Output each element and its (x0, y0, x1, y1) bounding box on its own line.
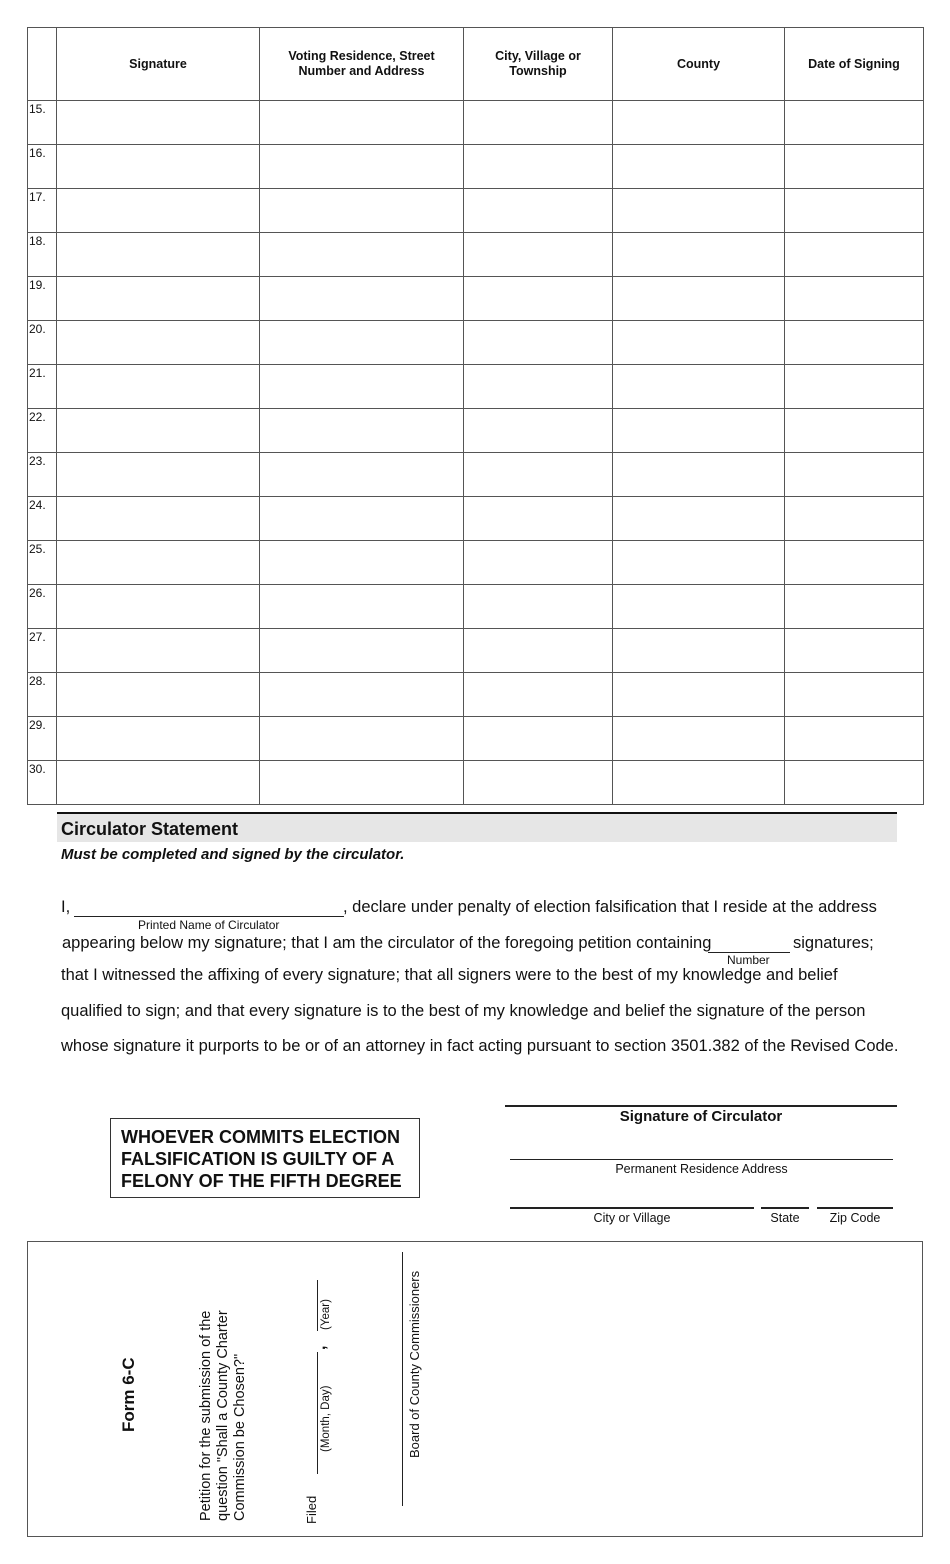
row-number: 23. (28, 453, 57, 497)
residence-cell[interactable] (260, 541, 464, 585)
row-number: 16. (28, 145, 57, 189)
residence-cell[interactable] (260, 453, 464, 497)
city-label: City or Village (593, 1211, 671, 1225)
signature-label: Signature of Circulator (619, 1108, 783, 1125)
date-cell[interactable] (785, 101, 924, 145)
county-cell[interactable] (613, 101, 785, 145)
city-cell[interactable] (464, 277, 613, 321)
header-date: Date of Signing (785, 28, 924, 101)
county-cell[interactable] (613, 277, 785, 321)
table-row (28, 101, 924, 145)
header-voting-residence: Voting Residence, Street Number and Address (260, 28, 464, 101)
row-number: 18. (28, 233, 57, 277)
row-number: 15. (28, 101, 57, 145)
row-number: 27. (28, 629, 57, 673)
statement-line2-suffix: signatures; (793, 934, 874, 952)
row-number: 29. (28, 717, 57, 761)
date-cell[interactable] (785, 717, 924, 761)
statement-line4: qualified to sign; and that every signature is to the best of my knowledge and belief the signature of the person (61, 1002, 866, 1020)
signature-line[interactable] (505, 1105, 897, 1107)
row-number: 22. (28, 409, 57, 453)
circulator-heading: Circulator Statement (57, 812, 897, 842)
residence-cell[interactable] (260, 717, 464, 761)
signature-cell[interactable] (57, 101, 260, 145)
circulator-subheading: Must be completed and signed by the circulator. (61, 846, 405, 863)
date-cell[interactable] (785, 629, 924, 673)
county-cell[interactable] (613, 189, 785, 233)
signature-cell[interactable] (57, 629, 260, 673)
table-row (28, 629, 924, 673)
table-row (28, 673, 924, 717)
table-row (28, 365, 924, 409)
residence-cell[interactable] (260, 585, 464, 629)
table-row (28, 585, 924, 629)
residence-cell[interactable] (260, 673, 464, 717)
city-cell[interactable] (464, 585, 613, 629)
county-cell[interactable] (613, 453, 785, 497)
residence-cell[interactable] (260, 189, 464, 233)
signature-cell[interactable] (57, 189, 260, 233)
table-row (28, 717, 924, 761)
warning-line: WHOEVER COMMITS ELECTION (121, 1127, 400, 1147)
date-cell[interactable] (785, 541, 924, 585)
petition-line: question "Shall a County Charter (215, 1310, 231, 1521)
signature-cell[interactable] (57, 365, 260, 409)
city-cell[interactable] (464, 409, 613, 453)
zip-label: Zip Code (829, 1211, 881, 1225)
row-number: 26. (28, 585, 57, 629)
date-cell[interactable] (785, 453, 924, 497)
city-cell[interactable] (464, 233, 613, 277)
date-cell[interactable] (785, 585, 924, 629)
residence-cell[interactable] (260, 277, 464, 321)
signature-cell[interactable] (57, 277, 260, 321)
felony-warning-box (110, 1118, 420, 1198)
city-cell[interactable] (464, 761, 613, 805)
county-cell[interactable] (613, 673, 785, 717)
signature-cell[interactable] (57, 145, 260, 189)
residence-cell[interactable] (260, 233, 464, 277)
date-cell[interactable] (785, 673, 924, 717)
year-line[interactable] (317, 1280, 318, 1331)
table-row (28, 145, 924, 189)
state-label: State (770, 1211, 800, 1225)
county-cell[interactable] (613, 497, 785, 541)
month-day-line[interactable] (317, 1352, 318, 1474)
residence-cell[interactable] (260, 321, 464, 365)
signature-cell[interactable] (57, 673, 260, 717)
header-city: City, Village or Township (464, 28, 613, 101)
row-number: 28. (28, 673, 57, 717)
date-cell[interactable] (785, 365, 924, 409)
city-cell[interactable] (464, 673, 613, 717)
header-county: County (613, 28, 785, 101)
year-label: (Year) (320, 1299, 332, 1330)
table-row (28, 761, 924, 805)
statement-line5: whose signature it purports to be or of an attorney in fact acting pursuant to section 3501.382 of the Revised Code. (61, 1037, 899, 1055)
signature-cell[interactable] (57, 321, 260, 365)
date-cell[interactable] (785, 145, 924, 189)
city-cell[interactable] (464, 629, 613, 673)
city-line[interactable] (510, 1207, 754, 1209)
zip-line[interactable] (817, 1207, 893, 1209)
date-cell[interactable] (785, 189, 924, 233)
residence-cell[interactable] (260, 409, 464, 453)
table-row (28, 541, 924, 585)
signature-cell[interactable] (57, 717, 260, 761)
row-number: 19. (28, 277, 57, 321)
signature-table (27, 27, 924, 805)
state-line[interactable] (761, 1207, 809, 1209)
row-number: 17. (28, 189, 57, 233)
petition-line: Commission be Chosen?" (232, 1353, 248, 1521)
form-id: Form 6-C (119, 1357, 138, 1432)
signature-cell[interactable] (57, 541, 260, 585)
table-row (28, 409, 924, 453)
signature-count-field[interactable] (708, 936, 790, 953)
date-cell[interactable] (785, 497, 924, 541)
warning-line: FELONY OF THE FIFTH DEGREE (121, 1171, 402, 1191)
county-cell[interactable] (613, 233, 785, 277)
row-number: 20. (28, 321, 57, 365)
signature-cell[interactable] (57, 761, 260, 805)
board-line[interactable] (402, 1252, 403, 1506)
month-day-label: (Month, Day) (320, 1385, 332, 1452)
city-cell[interactable] (464, 453, 613, 497)
city-cell[interactable] (464, 365, 613, 409)
residence-cell[interactable] (260, 629, 464, 673)
table-body (28, 101, 924, 805)
city-cell[interactable] (464, 541, 613, 585)
residence-cell[interactable] (260, 145, 464, 189)
signature-cell[interactable] (57, 409, 260, 453)
table-header-row (28, 28, 924, 101)
county-cell[interactable] (613, 629, 785, 673)
number-caption: Number (727, 953, 770, 967)
signature-cell[interactable] (57, 585, 260, 629)
county-cell[interactable] (613, 365, 785, 409)
residence-cell[interactable] (260, 497, 464, 541)
printed-name-field[interactable] (74, 900, 344, 917)
county-cell[interactable] (613, 541, 785, 585)
county-cell[interactable] (613, 321, 785, 365)
address-line[interactable] (510, 1159, 893, 1160)
board-label: Board of County Commissioners (407, 1270, 422, 1458)
row-number: 24. (28, 497, 57, 541)
city-cell[interactable] (464, 497, 613, 541)
county-cell[interactable] (613, 717, 785, 761)
table-row (28, 453, 924, 497)
date-cell[interactable] (785, 761, 924, 805)
address-label: Permanent Residence Address (615, 1162, 788, 1176)
city-cell[interactable] (464, 101, 613, 145)
county-cell[interactable] (613, 761, 785, 805)
city-cell[interactable] (464, 189, 613, 233)
residence-cell[interactable] (260, 761, 464, 805)
filing-box (27, 1241, 923, 1537)
petition-title (198, 1310, 249, 1521)
signature-cell[interactable] (57, 497, 260, 541)
table-row (28, 497, 924, 541)
petition-line: Petition for the submission of the (198, 1310, 214, 1521)
comma: , (312, 1345, 329, 1350)
table-row (28, 233, 924, 277)
residence-cell[interactable] (260, 101, 464, 145)
statement-line1-suffix: , declare under penalty of election falsification that I reside at the address (343, 898, 877, 916)
statement-line3: that I witnessed the affixing of every signature; that all signers were to the best of my knowledge and belief (61, 966, 838, 984)
filed-label: Filed (304, 1495, 319, 1524)
statement-line1-prefix: I, (61, 898, 71, 916)
row-number: 21. (28, 365, 57, 409)
county-cell[interactable] (613, 585, 785, 629)
city-cell[interactable] (464, 145, 613, 189)
header-number (28, 28, 57, 101)
signature-cell[interactable] (57, 233, 260, 277)
table-row (28, 189, 924, 233)
date-cell[interactable] (785, 409, 924, 453)
county-cell[interactable] (613, 409, 785, 453)
city-cell[interactable] (464, 717, 613, 761)
header-signature: Signature (57, 28, 260, 101)
row-number: 25. (28, 541, 57, 585)
row-number: 30. (28, 761, 57, 805)
date-cell[interactable] (785, 277, 924, 321)
warning-line: FALSIFICATION IS GUILTY OF A (121, 1149, 395, 1169)
city-cell[interactable] (464, 321, 613, 365)
signature-cell[interactable] (57, 453, 260, 497)
date-cell[interactable] (785, 321, 924, 365)
date-cell[interactable] (785, 233, 924, 277)
county-cell[interactable] (613, 145, 785, 189)
table-row (28, 277, 924, 321)
statement-line2-prefix: appearing below my signature; that I am the circulator of the foregoing petition containing (62, 934, 712, 952)
table-row (28, 321, 924, 365)
residence-cell[interactable] (260, 365, 464, 409)
printed-name-caption: Printed Name of Circulator (138, 918, 280, 932)
